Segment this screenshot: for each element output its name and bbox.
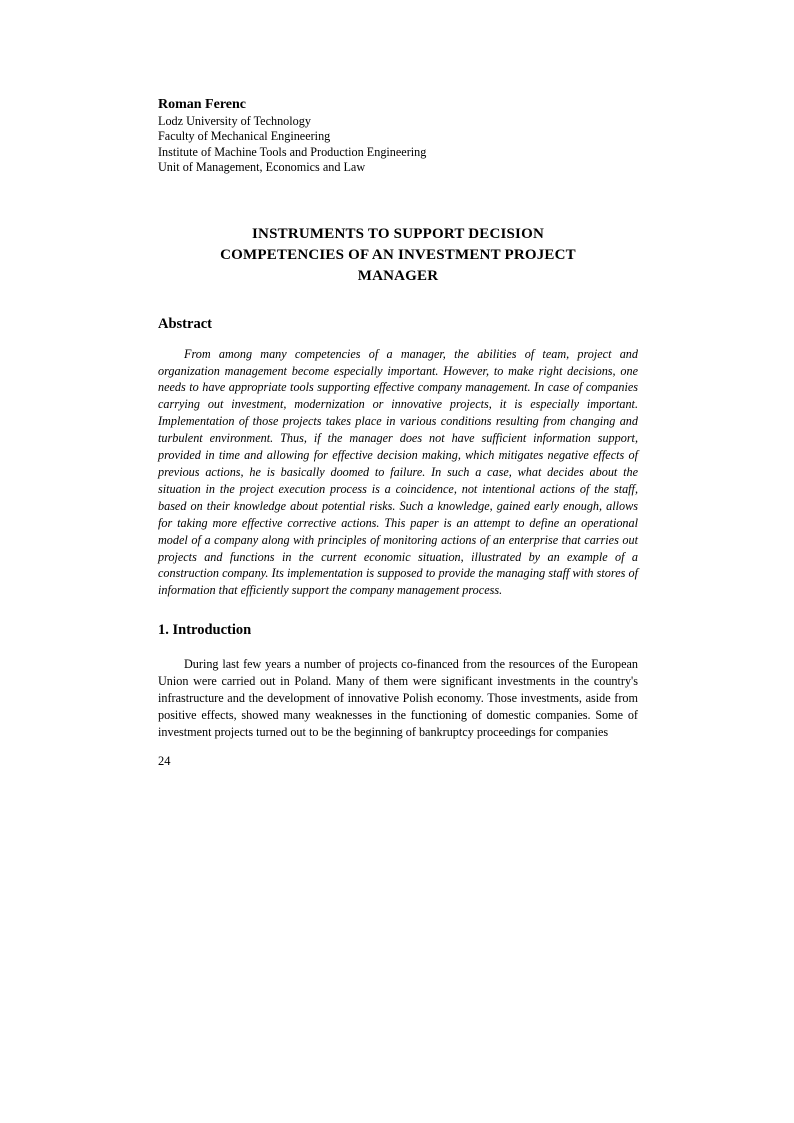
affiliation-institute: Institute of Machine Tools and Production Engineering (158, 144, 427, 159)
affiliation-university: Lodz University of Technology (158, 114, 311, 128)
affiliation-unit: Unit of Management, Economics and Law (158, 160, 366, 175)
abstract-text: From among many competencies of a manager, the abilities of team, project and organization management become especially important. However, to make right decisions, one needs to have appropriate tools supporting effective company management. In case of companies carrying out investment, modernization or innovative projects, it is especially important. Implementation of those projects takes place in various conditions resulting from changing and turbulent environment. Thus, if the manager does not have sufficient information support, provided in time and allowing for effective decision making, which mitigates negative effects of previous actions, he is basically doomed to failure. In such a case, what decides about the situation in the project execution process is a coincidence, not intentional actions of the staff, based on their knowledge about potential risks. Such a knowledge, gained early enough, allows for taking more effective corrective actions. This paper is an attempt to define an operational model of a company along with principles of monitoring actions of an enterprise that carries out projects and functions in the current economic situation, illustrated by an example of a construction company. Its implementation is supposed to provide the managing staff with stores of information that efficiently support the company management process. (158, 346, 638, 598)
abstract-heading: Abstract (158, 315, 212, 332)
author-name: Roman Ferenc (158, 97, 246, 112)
introduction-heading: 1. Introduction (158, 622, 252, 639)
page-number: 24 (158, 753, 171, 768)
author-block (158, 96, 638, 176)
paper-title (158, 224, 638, 287)
title-line: COMPETENCIES OF AN INVESTMENT PROJECT (220, 246, 576, 263)
introduction-text: During last few years a number of projects co-financed from the resources of the European Union were carried out in Poland. Many of them were significant investments in the country's infrastructure and the development of innovative Polish economy. Those investments, aside from positive effects, showed many weaknesses in the functioning of domestic companies. Some of investment projects turned out to be the beginning of bankruptcy proceedings for companies (158, 657, 638, 739)
title-line: INSTRUMENTS TO SUPPORT DECISION (252, 225, 544, 242)
title-line: MANAGER (357, 267, 439, 284)
paper-page (158, 96, 638, 769)
affiliation-faculty: Faculty of Mechanical Engineering (158, 129, 331, 144)
